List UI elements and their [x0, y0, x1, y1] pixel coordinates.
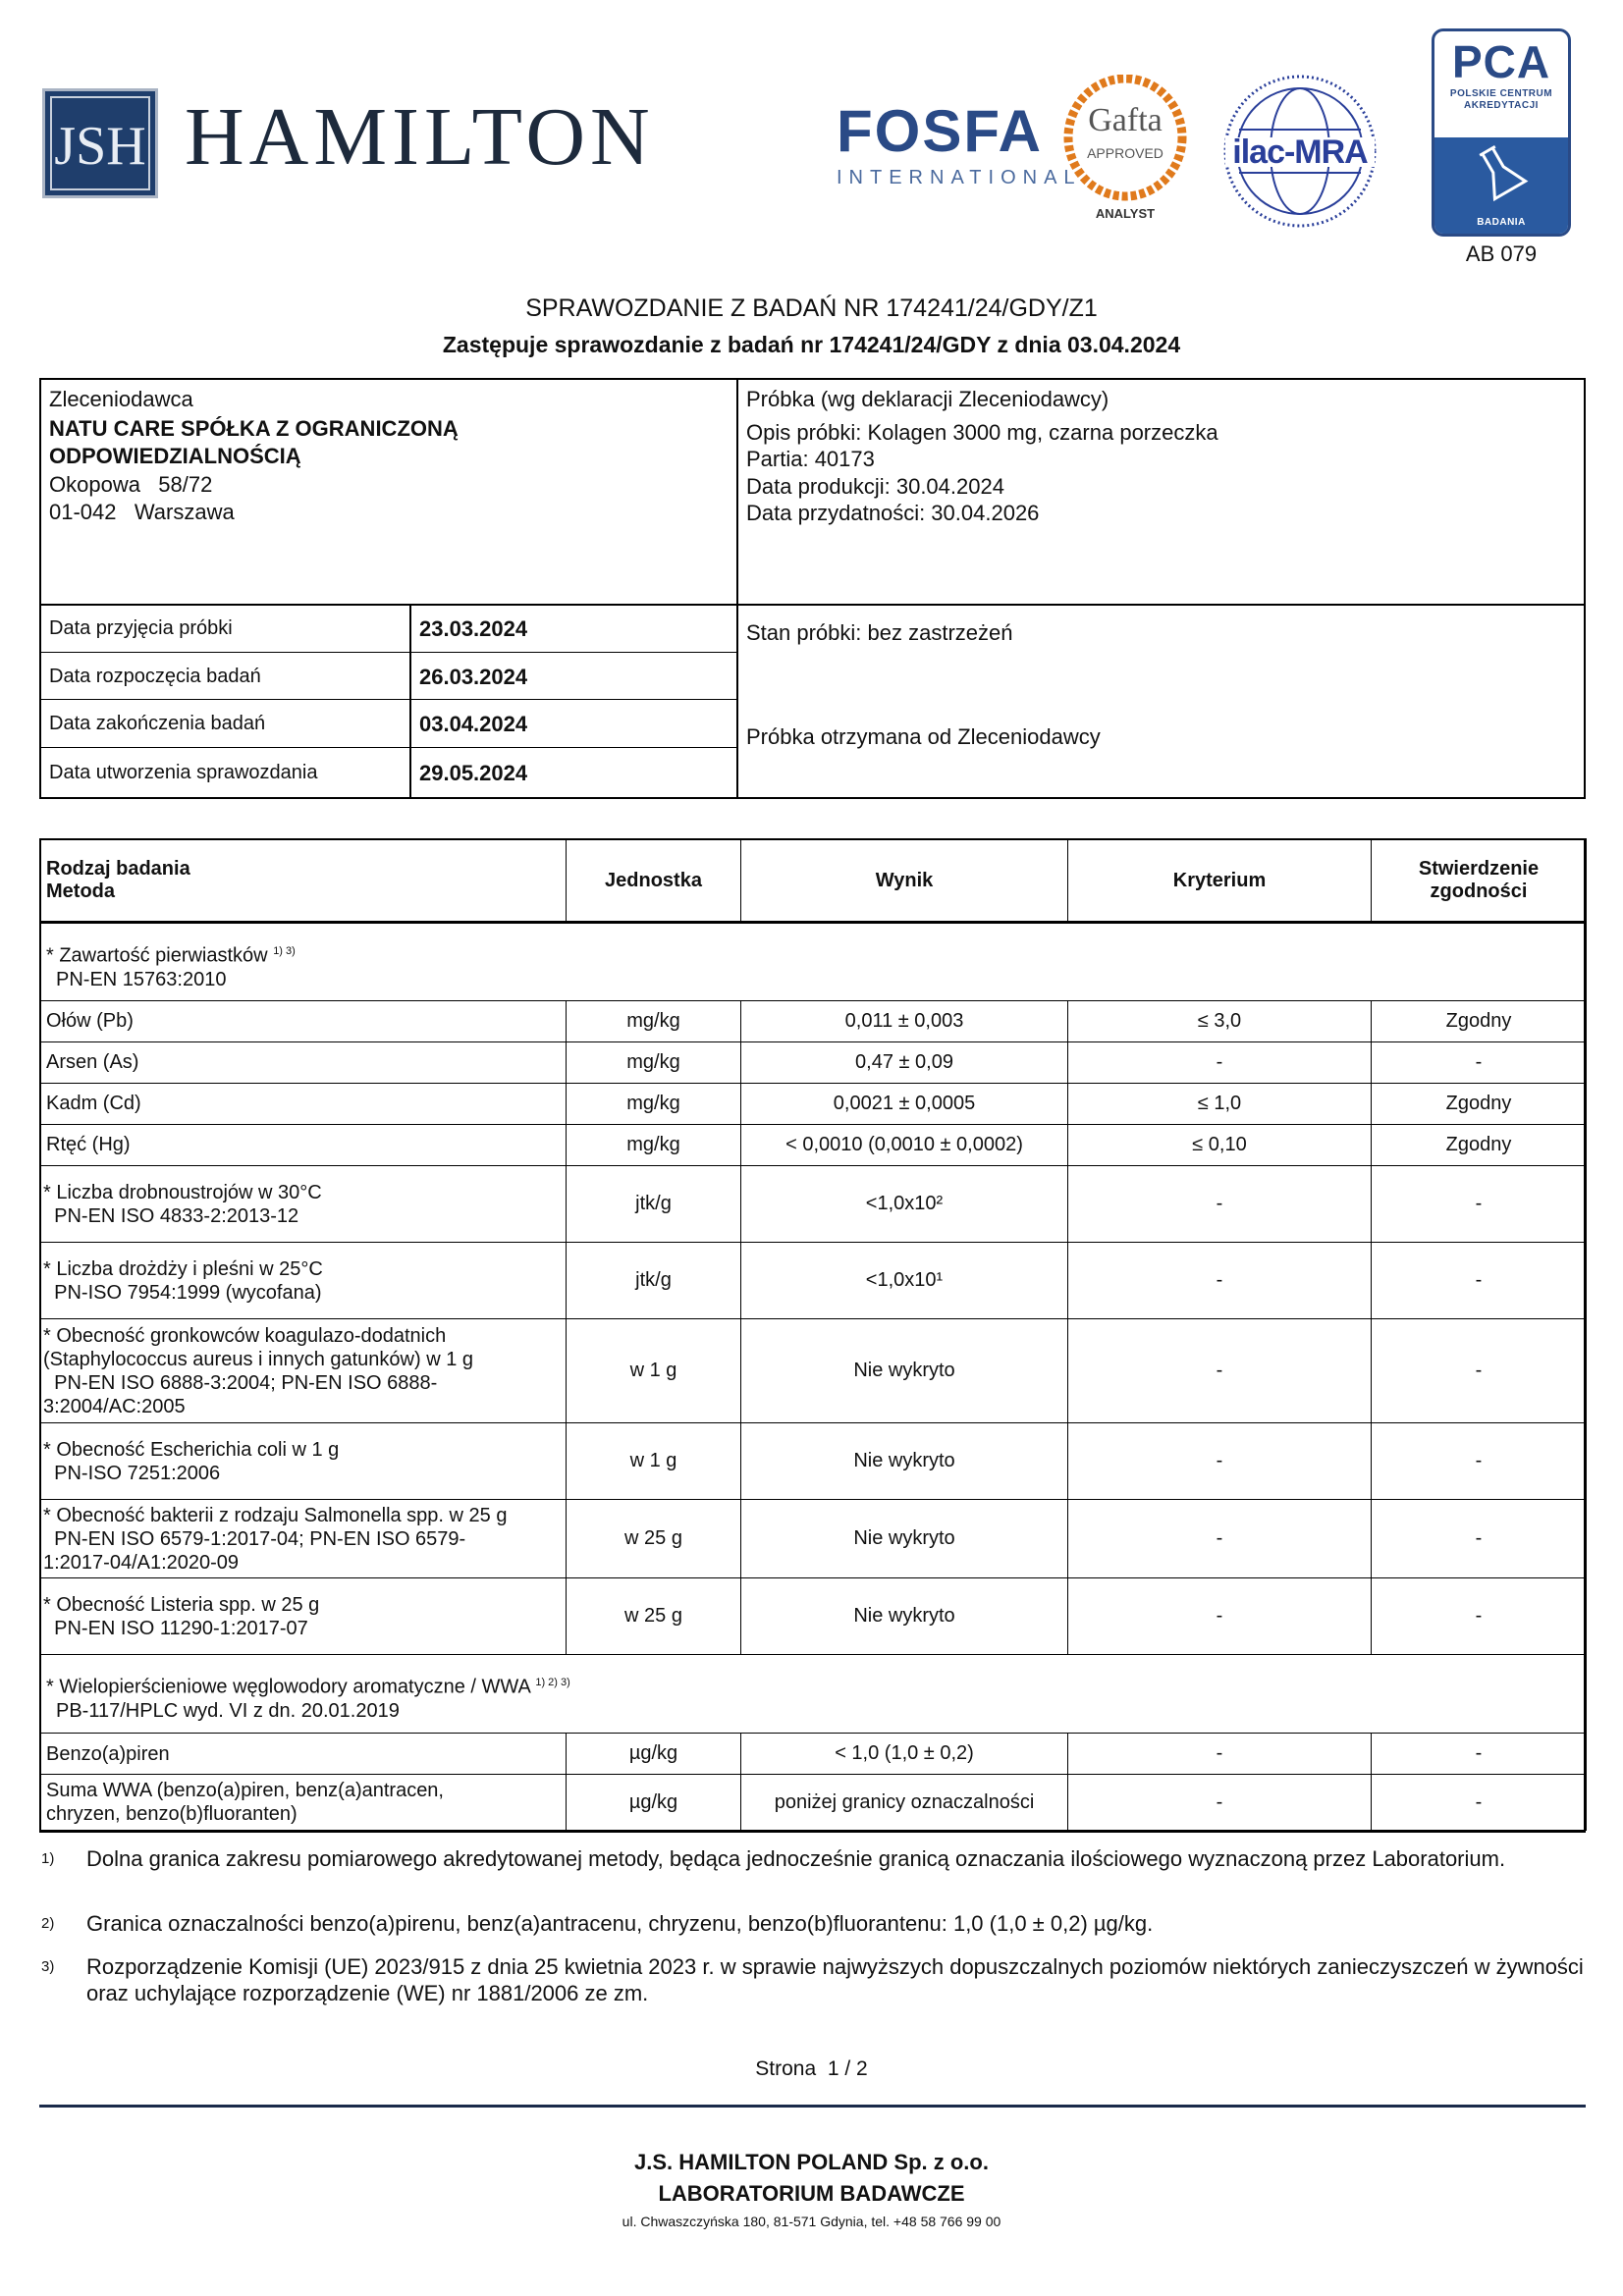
header-compliance: Stwierdzenie zgodności [1372, 839, 1587, 923]
result-cell: 0,011 ± 0,003 [741, 1001, 1068, 1042]
unit-cell: µg/kg [567, 1775, 741, 1831]
result-cell: Nie wykryto [741, 1423, 1068, 1500]
table-row [40, 1734, 1587, 1775]
test-name-cell: * Obecność Escherichia coli w 1 g PN-ISO 7251:2006 [40, 1423, 567, 1500]
section-method: PN-EN 15763:2010 [56, 968, 227, 990]
client-street: Okopowa 58/72 [49, 472, 213, 497]
footer-divider [39, 2105, 1586, 2108]
gafta-name: Gafta [1088, 102, 1163, 138]
footnote: 1) Dolna granica zakresu pomiarowego akredytowanej metody, będąca jednocześnie granicą oznaczania ilościowego wyznaczoną przez Laboratorium. [41, 1846, 1506, 1871]
unit-cell: mg/kg [567, 1042, 741, 1084]
compliance-cell: Zgodny [1372, 1084, 1587, 1125]
footnote: 3) Rozporządzenie Komisji (UE) 2023/915 z dnia 25 kwietnia 2023 r. w sprawie najwyższych dopuszczalnych poziomów niektórych zanieczyszczeń w żywności oraz uchylające rozporządzenie (WE) nr 1881/2006 ze zm. [41, 1954, 1584, 2005]
ilac-name: ilac-MRA [1232, 133, 1368, 171]
unit-cell: w 25 g [567, 1500, 741, 1578]
header-result: Wynik [741, 839, 1068, 923]
result-cell: Nie wykryto [741, 1319, 1068, 1423]
sample-heading: Próbka (wg deklaracji Zleceniodawcy) [746, 387, 1109, 411]
table-row [40, 1775, 1587, 1831]
sample-expiry-date: Data przydatności: 30.04.2026 [746, 501, 1040, 525]
unit-cell: mg/kg [567, 1125, 741, 1166]
flask-icon [1434, 137, 1568, 216]
table-row [40, 1084, 1587, 1125]
date-label: Data utworzenia sprawozdania [49, 762, 318, 783]
footer-address: ul. Chwaszczyńska 180, 81-571 Gdynia, tel. +48 58 766 99 00 [622, 2214, 1001, 2229]
result-cell: < 0,0010 (0,0010 ± 0,0002) [741, 1125, 1068, 1166]
unit-cell: mg/kg [567, 1001, 741, 1042]
test-name-cell: Suma WWA (benzo(a)piren, benz(a)antracen, chryzen, benzo(b)fluoranten) [40, 1775, 567, 1831]
header-unit: Jednostka [567, 839, 741, 923]
report-subtitle: Zastępuje sprawozdanie z badań nr 174241/24/GDY z dnia 03.04.2024 [442, 332, 1181, 357]
result-cell: <1,0x10² [741, 1166, 1068, 1243]
unit-cell: jtk/g [567, 1166, 741, 1243]
header-criterion: Kryterium [1068, 839, 1372, 923]
table-row [40, 1166, 1587, 1243]
sample-received-from: Próbka otrzymana od Zleceniodawcy [746, 724, 1101, 749]
date-value: 26.03.2024 [419, 665, 528, 689]
section-row-elements: * Zawartość pierwiastków $^{1) 3)}$ PN-EN 15763:2010 [40, 923, 1587, 1001]
table-row [40, 1042, 1587, 1084]
report-title: SPRAWOZDANIE Z BADAŃ NR 174241/24/GDY/Z1 [525, 294, 1098, 322]
unit-cell: jtk/g [567, 1243, 741, 1319]
test-name-cell: * Obecność Listeria spp. w 25 g PN-EN ISO 11290-1:2017-07 [40, 1578, 567, 1655]
sample-production-date: Data produkcji: 30.04.2024 [746, 474, 1004, 499]
results-table [39, 838, 1587, 1831]
pca-accreditation-logo [1432, 28, 1571, 237]
gafta-analyst: ANALYST [1095, 206, 1156, 221]
compliance-cell: - [1372, 1042, 1587, 1084]
compliance-cell: - [1372, 1578, 1587, 1655]
accreditation-number: AB 079 [1465, 241, 1538, 266]
test-name-cell: Ołów (Pb) [40, 1001, 567, 1042]
compliance-cell: - [1372, 1166, 1587, 1243]
sample-condition: Stan próbki: bez zastrzeżeń [746, 620, 1013, 645]
client-name-line2: ODPOWIEDZIALNOŚCIĄ [49, 444, 301, 468]
compliance-cell: - [1372, 1243, 1587, 1319]
section-row-pah: * Wielopierścieniowe węglowodory aromatyczne / WWA $^{1) 2) 3)}$ PB-117/HPLC wyd. VI z dn. 20.01.2019 [40, 1655, 1587, 1734]
pca-badania: BADANIA [1477, 217, 1526, 228]
footer-lab: LABORATORIUM BADAWCZE [658, 2181, 965, 2206]
unit-cell: w 1 g [567, 1423, 741, 1500]
result-cell: <1,0x10¹ [741, 1243, 1068, 1319]
client-city: 01-042 Warszawa [49, 500, 235, 524]
table-row [40, 1001, 1587, 1042]
section-title: * Zawartość pierwiastków [46, 944, 268, 967]
date-value: 03.04.2024 [419, 712, 528, 736]
criterion-cell: - [1068, 1775, 1372, 1831]
compliance-cell: - [1372, 1319, 1587, 1423]
table-row [40, 1500, 1587, 1578]
test-name-cell: Benzo(a)piren [40, 1734, 567, 1775]
test-name-cell: Arsen (As) [40, 1042, 567, 1084]
result-cell: poniżej granicy oznaczalności [741, 1775, 1068, 1831]
result-cell: Nie wykryto [741, 1500, 1068, 1578]
compliance-cell: - [1372, 1500, 1587, 1578]
criterion-cell: - [1068, 1166, 1372, 1243]
ilac-mra-logo [1221, 73, 1379, 230]
unit-cell: w 25 g [567, 1578, 741, 1655]
monogram-icon [45, 91, 155, 195]
criterion-cell: - [1068, 1319, 1372, 1423]
compliance-cell: Zgodny [1372, 1001, 1587, 1042]
date-label: Data rozpoczęcia badań [49, 666, 261, 687]
test-name-cell: * Liczba drożdży i pleśni w 25°C PN-ISO 7954:1999 (wycofana) [40, 1243, 567, 1319]
header-test-type: Rodzaj badania Metoda [40, 839, 567, 923]
client-heading: Zleceniodawca [49, 387, 193, 411]
test-name-cell: * Obecność bakterii z rodzaju Salmonella spp. w 25 g PN-EN ISO 6579-1:2017-04; PN-EN ISO 6579- 1:2017-04/A1:2020-09 [40, 1500, 567, 1578]
fosfa-name: FOSFA [837, 98, 1044, 164]
footnote: 2) Granica oznaczalności benzo(a)pirenu, benz(a)antracenu, chryzenu, benzo(b)fluorantenu: 1,0 (1,0 ± 0,2) µg/kg. [41, 1911, 1154, 1936]
pca-sub2: AKREDYTACJI [1464, 100, 1539, 111]
gafta-logo [1058, 75, 1192, 220]
criterion-cell: ≤ 1,0 [1068, 1084, 1372, 1125]
criterion-cell: - [1068, 1423, 1372, 1500]
result-cell: 0,0021 ± 0,0005 [741, 1084, 1068, 1125]
svg-text:JSH: JSH [54, 116, 146, 177]
compliance-cell: - [1372, 1423, 1587, 1500]
client-name-line1: NATU CARE SPÓŁKA Z OGRANICZONĄ [49, 416, 459, 441]
page-number: Strona 1 / 2 [755, 2057, 868, 2080]
date-label: Data zakończenia badań [49, 713, 266, 734]
gafta-approved: APPROVED [1087, 145, 1163, 161]
criterion-cell: - [1068, 1243, 1372, 1319]
test-name-cell: Kadm (Cd) [40, 1084, 567, 1125]
footer-company: J.S. HAMILTON POLAND Sp. z o.o. [634, 2150, 989, 2174]
date-value: 29.05.2024 [419, 761, 528, 785]
sample-description: Opis próbki: Kolagen 3000 mg, czarna porzeczka [746, 420, 1218, 445]
hamilton-monogram-logo [42, 88, 158, 198]
table-header-row [40, 839, 1587, 923]
unit-cell: mg/kg [567, 1084, 741, 1125]
table-row [40, 1423, 1587, 1500]
table-row [40, 1125, 1587, 1166]
fosfa-sub: INTERNATIONAL [837, 167, 1082, 188]
section-method: PB-117/HPLC wyd. VI z dn. 20.01.2019 [56, 1699, 400, 1722]
compliance-cell: - [1372, 1775, 1587, 1831]
unit-cell: µg/kg [567, 1734, 741, 1775]
result-cell: Nie wykryto [741, 1578, 1068, 1655]
pca-name: PCA [1451, 36, 1551, 87]
result-cell: 0,47 ± 0,09 [741, 1042, 1068, 1084]
fosfa-logo [837, 98, 1082, 189]
criterion-cell: - [1068, 1042, 1372, 1084]
date-value: 23.03.2024 [419, 616, 528, 641]
company-logo-wordmark: HAMILTON [185, 91, 655, 183]
test-name-cell: * Liczba drobnoustrojów w 30°C PN-EN ISO 4833-2:2013-12 [40, 1166, 567, 1243]
compliance-cell: Zgodny [1372, 1125, 1587, 1166]
pca-sub1: POLSKIE CENTRUM [1449, 88, 1553, 99]
table-row [40, 1578, 1587, 1655]
criterion-cell: - [1068, 1734, 1372, 1775]
table-row [40, 1319, 1587, 1423]
test-name-cell: * Obecność gronkowców koagulazo-dodatnich (Staphylococcus aureus i innych gatunków) w 1 g PN-EN ISO 6888-3:2004; PN-EN ISO 6888- 3:2004/AC:2005 [40, 1319, 567, 1423]
test-name-cell: Rtęć (Hg) [40, 1125, 567, 1166]
client-sample-box [39, 378, 1586, 799]
criterion-cell: - [1068, 1500, 1372, 1578]
criterion-cell: ≤ 3,0 [1068, 1001, 1372, 1042]
compliance-cell: - [1372, 1734, 1587, 1775]
section-title: * Wielopierścieniowe węglowodory aromatyczne / WWA [46, 1676, 530, 1698]
sample-batch: Partia: 40173 [746, 447, 875, 471]
date-label: Data przyjęcia próbki [49, 617, 233, 639]
criterion-cell: - [1068, 1578, 1372, 1655]
table-row [40, 1243, 1587, 1319]
result-cell: < 1,0 (1,0 ± 0,2) [741, 1734, 1068, 1775]
unit-cell: w 1 g [567, 1319, 741, 1423]
criterion-cell: ≤ 0,10 [1068, 1125, 1372, 1166]
